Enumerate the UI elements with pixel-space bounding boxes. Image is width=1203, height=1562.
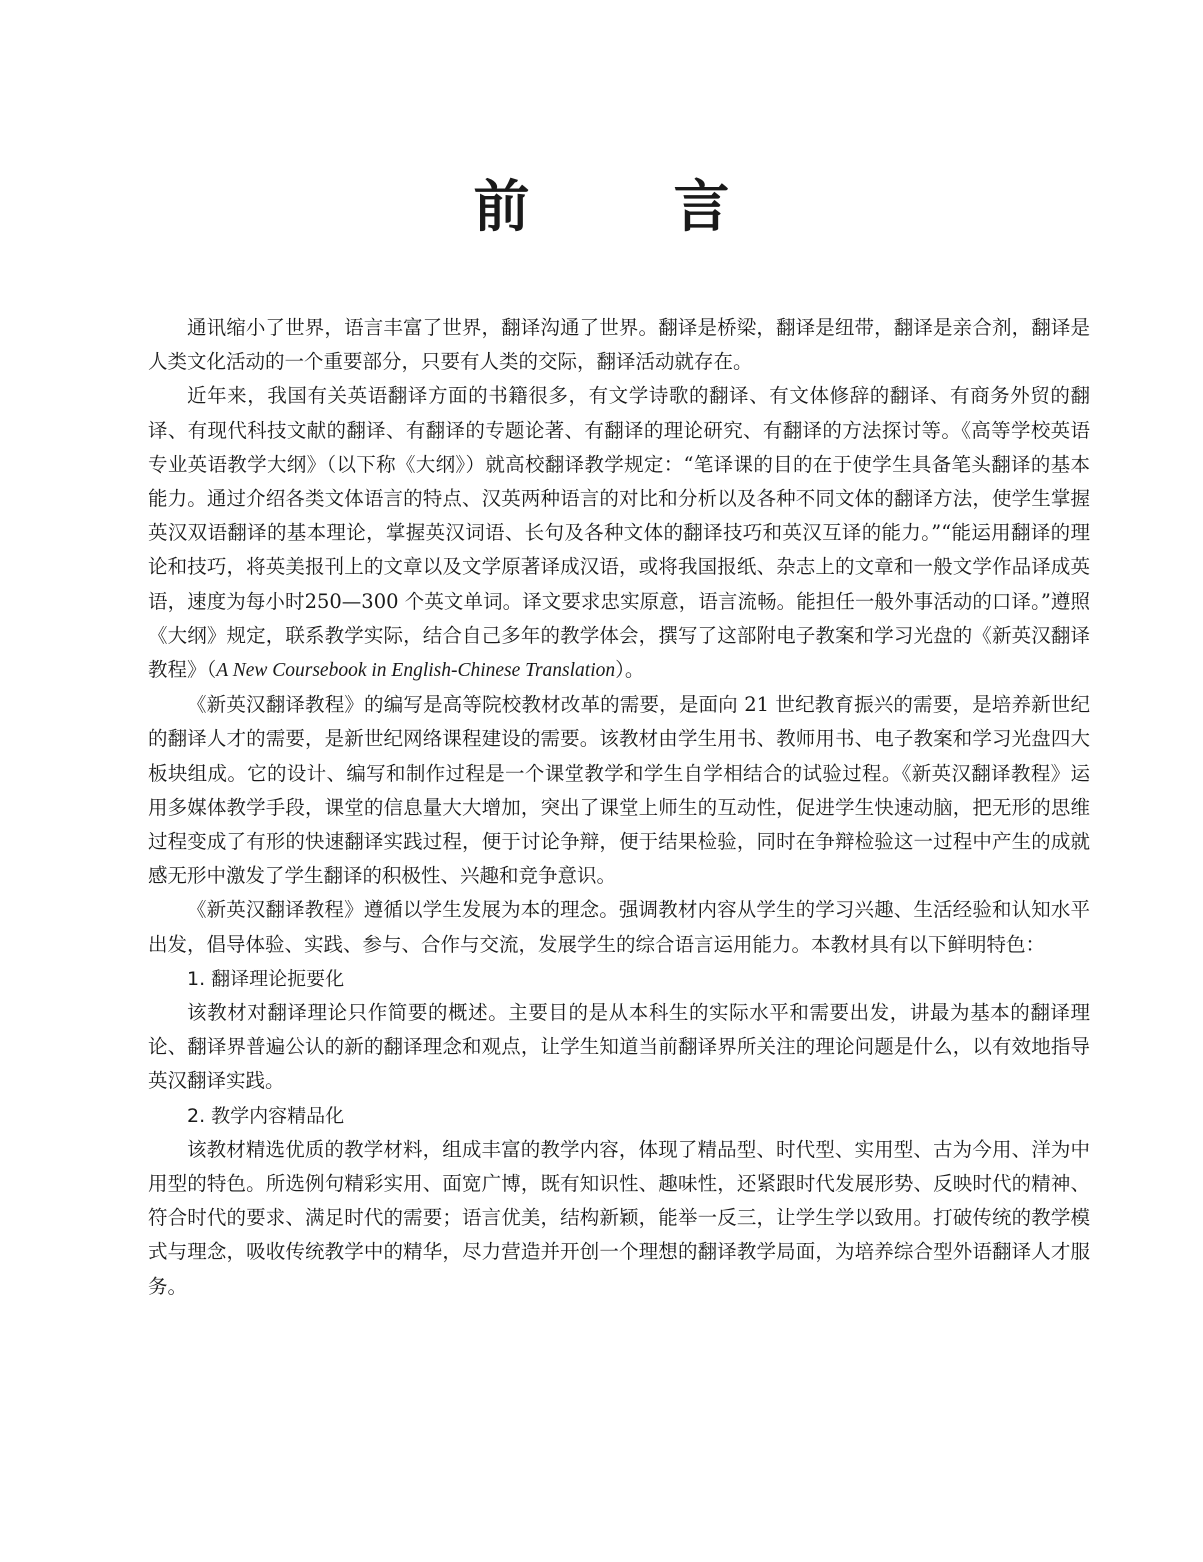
page-title: 前 言 [473, 175, 774, 240]
paragraph-2-text: 近年来，我国有关英语翻译方面的书籍很多，有文学诗歌的翻译、有文体修辞的翻译、有商务外贸的翻译、有现代科技文献的翻译、有翻译的专题论著、有翻译的理论研究、有翻译的方法探讨等。《高等学校英语专业英语教学大纲》（以下称《大纲》）就高校翻译教学规定：“笔译课的目的在于使学生具备笔头翻译的基本能力。通过介绍各类文体语言的特点、汉英两种语言的对比和分析以及各种不同文体的翻译方法，使学生掌握英汉双语翻译的基本理论，掌握英汉词语、长句及各种文体的翻译技巧和英汉互译的能力。”“能运用翻译的理论和技巧，将英美报刊上的文章以及文学原著译成汉语，或将我国报纸、杂志上的文章和一般文学作品译成英语，速度为每小时250—300 个英文单词。译文要求忠实原意，语言流畅。能担任一般外事活动的口译。”遵照《大纲》规定，联系教学实际，结合自己多年的教学体会，撰写了这部附电子教案和学习光盘的《新英汉翻译教程》（ [148, 384, 1090, 682]
paragraph-3: 《新英汉翻译教程》的编写是高等院校教材改革的需要，是面向 21 世纪教育振兴的需要，是培养新世纪的翻译人才的需要，是新世纪网络课程建设的需要。该教材由学生用书、教师用书、电子教案和学习光盘四大板块组成。它的设计、编写和制作过程是一个课堂教学和学生自学相结合的试验过程。《新英汉翻译教程》运用多媒体教学手段，课堂的信息量大大增加，突出了课堂上师生的互动性，促进学生快速动脑，把无形的思维过程变成了有形的快速翻译实践过程，便于讨论争辩，便于结果检验，同时在争辩检验这一过程中产生的成就感无形中激发了学生翻译的积极性、兴趣和竞争意识。 [148, 693, 1090, 888]
section-heading-1: 1. 翻译理论扼要化 [187, 967, 345, 990]
paragraph-5: 该教材对翻译理论只作简要的概述。主要目的是从本科生的实际水平和需要出发，讲最为基本的翻译理论、翻译界普遍公认的新的翻译理念和观点，让学生知道当前翻译界所关注的理论问题是什么，以有效地指导英汉翻译实践。 [148, 1001, 1090, 1093]
paragraph-4: 《新英汉翻译教程》遵循以学生发展为本的理念。强调教材内容从学生的学习兴趣、生活经验和认知水平出发，倡导体验、实践、参与、合作与交流，发展学生的综合语言运用能力。本教材具有以下鲜明特色： [148, 898, 1090, 956]
document-body [148, 311, 1090, 1304]
english-book-title: A New Coursebook in English-Chinese Translation [216, 660, 616, 682]
paragraph-1: 通讯缩小了世界，语言丰富了世界，翻译沟通了世界。翻译是桥梁，翻译是纽带，翻译是亲合剂，翻译是人类文化活动的一个重要部分，只要有人类的交际，翻译活动就存在。 [148, 316, 1090, 374]
paragraph-2 [148, 379, 1090, 688]
paragraph-2-closing: ）。 [615, 658, 645, 682]
section-heading-2: 2. 教学内容精品化 [187, 1104, 345, 1127]
paragraph-6: 该教材精选优质的教学材料，组成丰富的教学内容，体现了精品型、时代型、实用型、古为今用、洋为中用型的特色。所选例句精彩实用、面宽广博，既有知识性、趣味性，还紧跟时代发展形势、反映时代的精神、符合时代的要求、满足时代的需要；语言优美，结构新颖，能举一反三，让学生学以致用。打破传统的教学模式与理念，吸收传统教学中的精华，尽力营造并开创一个理想的翻译教学局面，为培养综合型外语翻译人才服务。 [148, 1137, 1090, 1298]
